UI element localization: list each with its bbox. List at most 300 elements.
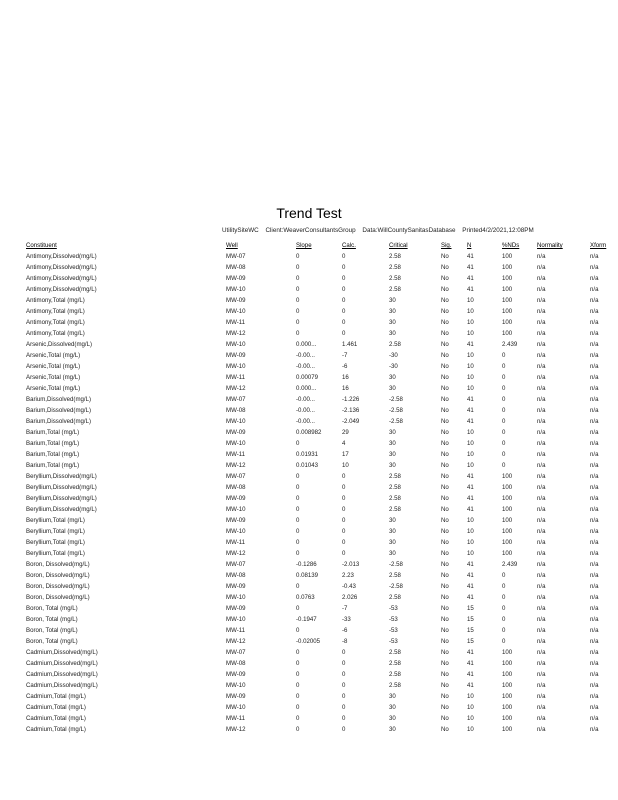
cell-n: 10 <box>467 363 474 370</box>
cell-sig: No <box>441 605 449 612</box>
table-row <box>26 647 618 658</box>
cell-n: 41 <box>467 682 474 689</box>
cell-pct-nds: 0 <box>502 352 506 359</box>
cell-normality: n/a <box>537 308 546 315</box>
cell-critical: 30 <box>389 374 396 381</box>
cell-n: 41 <box>467 583 474 590</box>
cell-n: 41 <box>467 473 474 480</box>
table-row <box>26 614 618 625</box>
cell-critical: 2.58 <box>389 473 401 480</box>
cell-well: MW-10 <box>226 363 246 370</box>
cell-slope: 0 <box>296 583 300 590</box>
cell-calc: 29 <box>342 429 349 436</box>
cell-well: MW-10 <box>226 506 246 513</box>
cell-xform: n/a <box>590 297 599 304</box>
cell-n: 10 <box>467 374 474 381</box>
cell-sig: No <box>441 726 449 733</box>
cell-n: 41 <box>467 418 474 425</box>
cell-n: 41 <box>467 660 474 667</box>
cell-pct-nds: 0 <box>502 616 506 623</box>
cell-xform: n/a <box>590 660 599 667</box>
cell-pct-nds: 0 <box>502 374 506 381</box>
cell-slope: -0.00... <box>296 418 315 425</box>
cell-critical: 30 <box>389 715 396 722</box>
cell-sig: No <box>441 550 449 557</box>
cell-constituent: Antimony,Dissolved(mg/L) <box>26 286 97 293</box>
cell-constituent: Boron, Dissolved(mg/L) <box>26 572 90 579</box>
cell-normality: n/a <box>537 506 546 513</box>
table-row <box>26 548 618 559</box>
table-row <box>26 449 618 460</box>
cell-slope: 0 <box>296 330 300 337</box>
cell-slope: 0 <box>296 671 300 678</box>
cell-well: MW-11 <box>226 451 246 458</box>
cell-normality: n/a <box>537 649 546 656</box>
cell-calc: 0 <box>342 253 346 260</box>
cell-well: MW-12 <box>226 726 246 733</box>
trend-test-table <box>26 241 618 735</box>
cell-slope: 0.08139 <box>296 572 319 579</box>
cell-sig: No <box>441 264 449 271</box>
data-source-label: Data:WillCountySanitasDatabase <box>362 227 456 234</box>
cell-slope: 0 <box>296 693 300 700</box>
cell-slope: -0.00... <box>296 363 315 370</box>
cell-constituent: Cadmium,Total (mg/L) <box>26 726 86 733</box>
cell-well: MW-10 <box>226 682 246 689</box>
cell-sig: No <box>441 627 449 634</box>
cell-constituent: Beryllium,Dissolved(mg/L) <box>26 473 97 480</box>
cell-well: MW-07 <box>226 649 246 656</box>
cell-critical: 30 <box>389 726 396 733</box>
cell-well: MW-09 <box>226 671 246 678</box>
table-row <box>26 262 618 273</box>
cell-normality: n/a <box>537 594 546 601</box>
cell-constituent: Antimony,Dissolved(mg/L) <box>26 253 97 260</box>
cell-normality: n/a <box>537 693 546 700</box>
cell-slope: 0 <box>296 704 300 711</box>
cell-constituent: Antimony,Total (mg/L) <box>26 308 85 315</box>
cell-xform: n/a <box>590 649 599 656</box>
cell-critical: 30 <box>389 550 396 557</box>
cell-pct-nds: 100 <box>502 517 513 524</box>
cell-critical: 2.58 <box>389 286 401 293</box>
cell-constituent: Boron, Dissolved(mg/L) <box>26 561 90 568</box>
cell-pct-nds: 0 <box>502 583 506 590</box>
cell-slope: 0 <box>296 286 300 293</box>
cell-calc: 0 <box>342 264 346 271</box>
cell-constituent: Arsenic,Total (mg/L) <box>26 374 81 381</box>
cell-critical: 30 <box>389 330 396 337</box>
cell-critical: 2.58 <box>389 253 401 260</box>
cell-normality: n/a <box>537 374 546 381</box>
cell-constituent: Beryllium,Dissolved(mg/L) <box>26 484 97 491</box>
cell-slope: 0 <box>296 605 300 612</box>
cell-calc: 2.23 <box>342 572 354 579</box>
header-pct-nds: %NDs <box>502 242 520 249</box>
table-row <box>26 405 618 416</box>
cell-constituent: Barium,Dissolved(mg/L) <box>26 418 92 425</box>
cell-well: MW-12 <box>226 638 246 645</box>
cell-critical: 2.58 <box>389 660 401 667</box>
cell-xform: n/a <box>590 605 599 612</box>
cell-normality: n/a <box>537 440 546 447</box>
table-row <box>26 273 618 284</box>
table-row <box>26 317 618 328</box>
table-row <box>26 427 618 438</box>
cell-n: 10 <box>467 462 474 469</box>
cell-slope: 0 <box>296 440 300 447</box>
cell-critical: 2.58 <box>389 341 401 348</box>
cell-sig: No <box>441 286 449 293</box>
cell-critical: 2.58 <box>389 264 401 271</box>
cell-normality: n/a <box>537 363 546 370</box>
header-n: N <box>467 242 472 249</box>
cell-calc: 0 <box>342 539 346 546</box>
cell-xform: n/a <box>590 462 599 469</box>
table-row <box>26 669 618 680</box>
cell-n: 10 <box>467 297 474 304</box>
cell-constituent: Cadmium,Dissolved(mg/L) <box>26 660 98 667</box>
cell-well: MW-11 <box>226 715 246 722</box>
cell-xform: n/a <box>590 704 599 711</box>
cell-calc: 0 <box>342 319 346 326</box>
cell-critical: 30 <box>389 539 396 546</box>
header-xform: Xform <box>590 242 607 249</box>
cell-normality: n/a <box>537 726 546 733</box>
cell-critical: -2.58 <box>389 407 403 414</box>
table-row <box>26 570 618 581</box>
cell-slope: 0 <box>296 715 300 722</box>
cell-xform: n/a <box>590 517 599 524</box>
cell-slope: 0 <box>296 473 300 480</box>
cell-normality: n/a <box>537 341 546 348</box>
cell-pct-nds: 100 <box>502 671 513 678</box>
cell-pct-nds: 100 <box>502 660 513 667</box>
cell-normality: n/a <box>537 275 546 282</box>
cell-slope: 0 <box>296 550 300 557</box>
cell-n: 10 <box>467 440 474 447</box>
cell-critical: 30 <box>389 385 396 392</box>
cell-constituent: Boron, Dissolved(mg/L) <box>26 583 90 590</box>
cell-slope: 0 <box>296 253 300 260</box>
cell-pct-nds: 0 <box>502 594 506 601</box>
cell-pct-nds: 100 <box>502 506 513 513</box>
cell-sig: No <box>441 385 449 392</box>
cell-well: MW-10 <box>226 341 246 348</box>
cell-calc: 0 <box>342 275 346 282</box>
cell-pct-nds: 100 <box>502 693 513 700</box>
table-row <box>26 361 618 372</box>
table-row <box>26 603 618 614</box>
cell-sig: No <box>441 693 449 700</box>
page-bottom-margin <box>0 779 618 800</box>
cell-sig: No <box>441 506 449 513</box>
cell-n: 41 <box>467 396 474 403</box>
cell-well: MW-12 <box>226 462 246 469</box>
cell-constituent: Antimony,Total (mg/L) <box>26 330 85 337</box>
cell-calc: -6 <box>342 363 348 370</box>
cell-n: 41 <box>467 275 474 282</box>
cell-pct-nds: 2.439 <box>502 341 518 348</box>
table-row <box>26 636 618 647</box>
cell-calc: -6 <box>342 627 348 634</box>
cell-sig: No <box>441 275 449 282</box>
cell-sig: No <box>441 616 449 623</box>
cell-n: 10 <box>467 451 474 458</box>
cell-calc: 0 <box>342 330 346 337</box>
cell-pct-nds: 100 <box>502 473 513 480</box>
cell-pct-nds: 2.439 <box>502 561 518 568</box>
cell-calc: 0 <box>342 550 346 557</box>
cell-xform: n/a <box>590 473 599 480</box>
header-slope: Slope <box>296 242 312 249</box>
cell-slope: 0 <box>296 517 300 524</box>
cell-sig: No <box>441 517 449 524</box>
cell-calc: -7 <box>342 605 348 612</box>
cell-calc: 4 <box>342 440 346 447</box>
cell-normality: n/a <box>537 407 546 414</box>
cell-slope: 0 <box>296 649 300 656</box>
cell-xform: n/a <box>590 550 599 557</box>
cell-constituent: Barium,Total (mg/L) <box>26 429 80 436</box>
cell-normality: n/a <box>537 462 546 469</box>
table-row <box>26 438 618 449</box>
cell-sig: No <box>441 297 449 304</box>
cell-well: MW-08 <box>226 264 246 271</box>
cell-slope: -0.00... <box>296 407 315 414</box>
cell-pct-nds: 100 <box>502 726 513 733</box>
cell-pct-nds: 0 <box>502 418 506 425</box>
cell-calc: 0 <box>342 704 346 711</box>
header-sig: Sig. <box>441 242 452 249</box>
cell-xform: n/a <box>590 264 599 271</box>
cell-constituent: Arsenic,Dissolved(mg/L) <box>26 341 93 348</box>
cell-critical: 30 <box>389 308 396 315</box>
cell-critical: 30 <box>389 429 396 436</box>
cell-n: 41 <box>467 561 474 568</box>
utility-label: UtilitySiteWC <box>222 227 259 234</box>
cell-slope: 0 <box>296 495 300 502</box>
cell-slope: 0.000... <box>296 341 317 348</box>
cell-critical: -53 <box>389 638 398 645</box>
cell-slope: -0.00... <box>296 396 315 403</box>
cell-xform: n/a <box>590 352 599 359</box>
table-row <box>26 702 618 713</box>
table-row <box>26 372 618 383</box>
cell-well: MW-09 <box>226 352 246 359</box>
cell-normality: n/a <box>537 660 546 667</box>
cell-sig: No <box>441 638 449 645</box>
cell-calc: -33 <box>342 616 351 623</box>
cell-n: 10 <box>467 352 474 359</box>
cell-slope: -0.02005 <box>296 638 321 645</box>
cell-n: 41 <box>467 594 474 601</box>
cell-pct-nds: 100 <box>502 297 513 304</box>
table-row <box>26 625 618 636</box>
cell-calc: -2.013 <box>342 561 360 568</box>
cell-constituent: Beryllium,Total (mg/L) <box>26 517 85 524</box>
cell-calc: 0 <box>342 517 346 524</box>
cell-xform: n/a <box>590 715 599 722</box>
cell-sig: No <box>441 418 449 425</box>
cell-sig: No <box>441 704 449 711</box>
table-row <box>26 504 618 515</box>
cell-xform: n/a <box>590 341 599 348</box>
cell-constituent: Cadmium,Dissolved(mg/L) <box>26 671 98 678</box>
cell-sig: No <box>441 407 449 414</box>
cell-xform: n/a <box>590 594 599 601</box>
cell-calc: 0 <box>342 528 346 535</box>
cell-normality: n/a <box>537 572 546 579</box>
cell-pct-nds: 100 <box>502 264 513 271</box>
cell-n: 41 <box>467 506 474 513</box>
cell-sig: No <box>441 429 449 436</box>
report-meta <box>222 227 539 234</box>
cell-xform: n/a <box>590 396 599 403</box>
cell-calc: -2.049 <box>342 418 360 425</box>
cell-normality: n/a <box>537 451 546 458</box>
cell-pct-nds: 100 <box>502 275 513 282</box>
cell-critical: -2.58 <box>389 583 403 590</box>
cell-pct-nds: 100 <box>502 715 513 722</box>
cell-constituent: Barium,Total (mg/L) <box>26 440 80 447</box>
cell-sig: No <box>441 374 449 381</box>
cell-constituent: Boron, Total (mg/L) <box>26 638 78 645</box>
cell-xform: n/a <box>590 528 599 535</box>
cell-sig: No <box>441 363 449 370</box>
cell-constituent: Barium,Dissolved(mg/L) <box>26 396 92 403</box>
cell-well: MW-11 <box>226 539 246 546</box>
cell-critical: 30 <box>389 451 396 458</box>
cell-n: 10 <box>467 550 474 557</box>
header-calc: Calc. <box>342 242 356 249</box>
cell-normality: n/a <box>537 583 546 590</box>
table-row <box>26 460 618 471</box>
table-row <box>26 515 618 526</box>
cell-sig: No <box>441 495 449 502</box>
cell-pct-nds: 0 <box>502 451 506 458</box>
cell-well: MW-10 <box>226 594 246 601</box>
cell-well: MW-07 <box>226 253 246 260</box>
cell-constituent: Boron, Total (mg/L) <box>26 616 78 623</box>
cell-normality: n/a <box>537 473 546 480</box>
cell-n: 15 <box>467 616 474 623</box>
table-row <box>26 482 618 493</box>
cell-pct-nds: 100 <box>502 319 513 326</box>
cell-n: 41 <box>467 407 474 414</box>
cell-constituent: Cadmium,Total (mg/L) <box>26 704 86 711</box>
cell-calc: 0 <box>342 682 346 689</box>
cell-constituent: Beryllium,Total (mg/L) <box>26 550 85 557</box>
table-row <box>26 394 618 405</box>
cell-calc: 0 <box>342 693 346 700</box>
cell-normality: n/a <box>537 484 546 491</box>
cell-calc: 0 <box>342 484 346 491</box>
cell-sig: No <box>441 660 449 667</box>
cell-well: MW-09 <box>226 275 246 282</box>
cell-slope: -0.00... <box>296 352 315 359</box>
cell-calc: 17 <box>342 451 349 458</box>
cell-n: 10 <box>467 385 474 392</box>
table-row <box>26 680 618 691</box>
cell-slope: -0.1947 <box>296 616 317 623</box>
cell-well: MW-09 <box>226 495 246 502</box>
cell-n: 10 <box>467 517 474 524</box>
cell-sig: No <box>441 440 449 447</box>
cell-constituent: Barium,Dissolved(mg/L) <box>26 407 92 414</box>
cell-xform: n/a <box>590 583 599 590</box>
cell-well: MW-11 <box>226 374 246 381</box>
header-constituent: Constituent <box>26 242 57 249</box>
cell-normality: n/a <box>537 682 546 689</box>
cell-pct-nds: 100 <box>502 682 513 689</box>
cell-slope: 0.0763 <box>296 594 315 601</box>
table-row <box>26 713 618 724</box>
cell-sig: No <box>441 561 449 568</box>
cell-constituent: Antimony,Dissolved(mg/L) <box>26 264 97 271</box>
cell-constituent: Cadmium,Dissolved(mg/L) <box>26 649 98 656</box>
cell-slope: 0 <box>296 627 300 634</box>
cell-slope: 0.01931 <box>296 451 319 458</box>
cell-xform: n/a <box>590 572 599 579</box>
cell-xform: n/a <box>590 726 599 733</box>
cell-normality: n/a <box>537 495 546 502</box>
cell-constituent: Beryllium,Dissolved(mg/L) <box>26 506 97 513</box>
cell-calc: 0 <box>342 660 346 667</box>
cell-slope: 0 <box>296 264 300 271</box>
cell-well: MW-10 <box>226 440 246 447</box>
cell-normality: n/a <box>537 671 546 678</box>
cell-slope: 0.000... <box>296 385 317 392</box>
table-row <box>26 383 618 394</box>
table-row <box>26 493 618 504</box>
cell-slope: 0.00079 <box>296 374 319 381</box>
cell-critical: 2.58 <box>389 671 401 678</box>
table-row <box>26 339 618 350</box>
cell-well: MW-09 <box>226 605 246 612</box>
cell-xform: n/a <box>590 253 599 260</box>
cell-critical: 2.58 <box>389 484 401 491</box>
cell-constituent: Beryllium,Dissolved(mg/L) <box>26 495 97 502</box>
cell-pct-nds: 0 <box>502 429 506 436</box>
cell-xform: n/a <box>590 363 599 370</box>
cell-pct-nds: 0 <box>502 605 506 612</box>
cell-xform: n/a <box>590 440 599 447</box>
cell-calc: -7 <box>342 352 348 359</box>
cell-n: 10 <box>467 704 474 711</box>
cell-n: 10 <box>467 726 474 733</box>
cell-normality: n/a <box>537 528 546 535</box>
cell-well: MW-07 <box>226 561 246 568</box>
cell-critical: -53 <box>389 627 398 634</box>
cell-constituent: Barium,Total (mg/L) <box>26 462 80 469</box>
cell-constituent: Antimony,Total (mg/L) <box>26 319 85 326</box>
cell-sig: No <box>441 341 449 348</box>
cell-xform: n/a <box>590 374 599 381</box>
cell-well: MW-09 <box>226 429 246 436</box>
cell-normality: n/a <box>537 704 546 711</box>
cell-xform: n/a <box>590 627 599 634</box>
cell-critical: -53 <box>389 605 398 612</box>
cell-calc: 16 <box>342 385 349 392</box>
cell-n: 10 <box>467 528 474 535</box>
cell-n: 41 <box>467 572 474 579</box>
table-row <box>26 251 618 262</box>
cell-sig: No <box>441 319 449 326</box>
cell-n: 41 <box>467 341 474 348</box>
cell-n: 10 <box>467 693 474 700</box>
cell-n: 41 <box>467 286 474 293</box>
